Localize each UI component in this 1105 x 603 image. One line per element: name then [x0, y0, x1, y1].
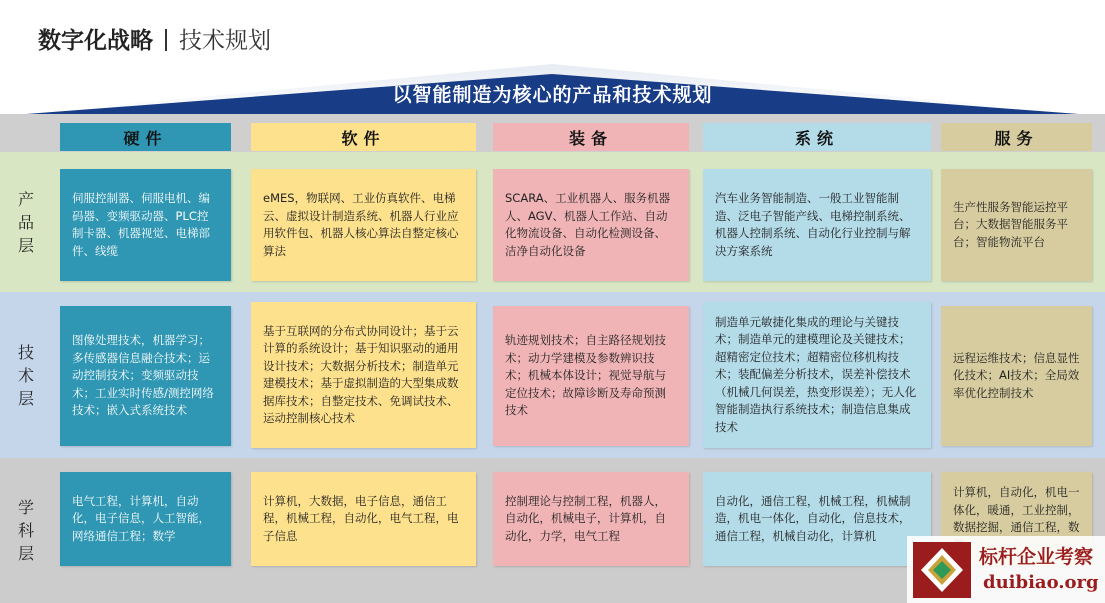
page-title [38, 26, 271, 56]
product-hardware-cell: 伺服控制器、伺服电机、编码器、变频驱动器、PLC控制卡器、机器视觉、电梯部件、线缆 [60, 169, 231, 281]
product-software-cell: eMES，物联网、工业仿真软件、电梯云、虚拟设计制造系统、机器人行业应用软件包、机器人核心算法自整定核心算法 [251, 169, 476, 281]
discipline-hardware-cell: 电气工程，计算机，自动化，电子信息，人工智能，网络通信工程；数学 [60, 472, 231, 566]
discipline-system-cell: 自动化，通信工程，机械工程，机械制造，机电一体化，自动化，信息技术，通信工程，机械自动化，计算机 [703, 472, 931, 566]
tech-hardware-cell: 图像处理技术，机器学习；多传感器信息融合技术；运动控制技术；变频驱动技术；工业实时传感/测控网络技术；嵌入式系统技术 [60, 306, 231, 446]
tech-service-cell: 远程运维技术；信息显性化技术；AI技术；全局效率优化控制技术 [941, 306, 1092, 446]
watermark-logo-icon [913, 542, 971, 598]
product-service-cell: 生产性服务智能运控平台；大数据智能服务平台；智能物流平台 [941, 169, 1092, 281]
layer-label-discipline: 学科层 [17, 498, 34, 563]
column-header-service: 服务 [941, 123, 1092, 151]
column-header-system: 系统 [703, 123, 931, 151]
column-header-equipment: 装备 [493, 123, 689, 151]
product-equipment-cell: SCARA、工业机器人、服务机器人、AGV、机器人工作站、自动化物流设备、自动化检测设备、洁净自动化设备 [493, 169, 689, 281]
column-header-hardware: 硬件 [60, 123, 231, 151]
tech-equipment-cell: 轨迹规划技术；自主路径规划技术；动力学建模及参数辨识技术；机械本体设计；视觉导航与定位技术；故障诊断及寿命预测技术 [493, 306, 689, 446]
layer-label-product: 产品层 [17, 189, 34, 255]
watermark-url: duibiao.org [983, 572, 1099, 593]
tech-software-cell: 基于互联网的分布式协同设计；基于云计算的系统设计；基于知识驱动的通用设计技术；大数据分析技术；制造单元建模技术；基于虚拟制造的大型集成数据库技术；自整定技术、免调试技术、运动控制核心技术 [251, 302, 476, 448]
column-header-software: 软件 [251, 123, 476, 151]
page-title-sub: 技术规划 [179, 28, 271, 54]
title-separator [165, 29, 167, 51]
discipline-equipment-cell: 控制理论与控制工程，机器人，自动化，机械电子，计算机，自动化，力学，电气工程 [493, 472, 689, 566]
banner-title: 以智能制造为核心的产品和技术规划 [392, 84, 713, 106]
page-title-main: 数字化战略 [38, 28, 153, 54]
layer-label-tech: 技术层 [17, 342, 34, 408]
watermark-name: 标杆企业考察 [979, 546, 1094, 568]
product-system-cell: 汽车业务智能制造、一般工业智能制造、泛电子智能产线、电梯控制系统、机器人控制系统、自动化行业控制与解决方案系统 [703, 169, 931, 281]
discipline-service-cell: 计算机，自动化，机电一体化，暖通，工业控制，数据挖掘，通信工程，数 [941, 472, 1092, 566]
discipline-software-cell: 计算机，大数据，电子信息，通信工程，机械工程，自动化，电气工程，电子信息 [251, 472, 476, 566]
watermark [907, 536, 1105, 603]
tech-system-cell: 制造单元敏捷化集成的理论与关键技术；制造单元的建模理论及关键技术；超精密定位技术；超精密位移机构技术；装配偏差分析技术，误差补偿技术（机械几何误差，热变形误差）；无人化智能制造执行系统技术；制造信息集成技术 [703, 302, 931, 448]
